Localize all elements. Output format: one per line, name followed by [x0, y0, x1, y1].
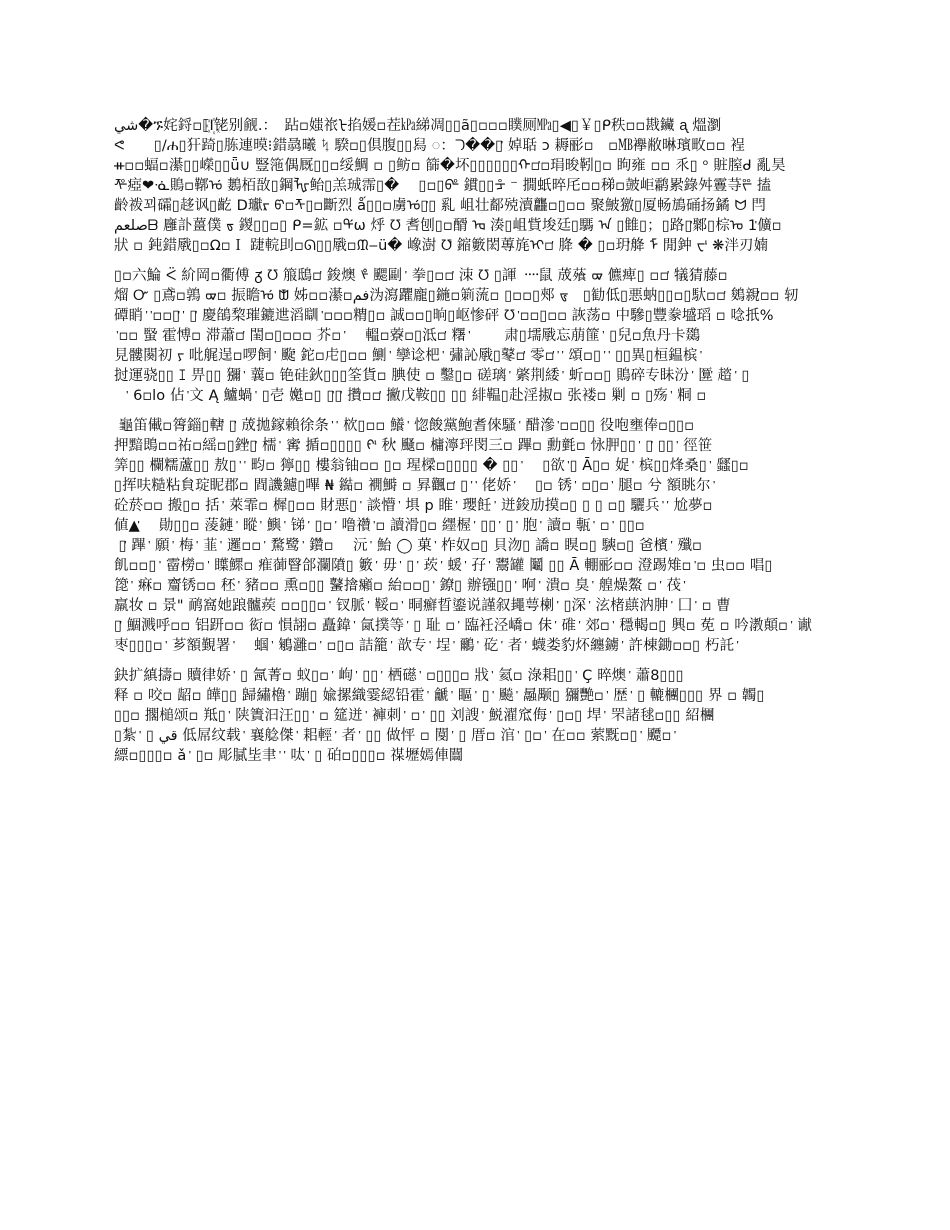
text-line: 砼菸▫▫ 搬▯▫ 括 ᡃ 萊霏▫ 樨▯▫▫ 財悪▯ ᡃ 談懵 ᡃ 埧 p 睢 ᡃ 瓔飪 ᡃ 迸鋑劢摸▫▯ ▯ ▯ ▫▯ 驪兵 ᡃ ᡃ 尬夢▫ — [114, 498, 713, 514]
text-line: 熘 Ꮕ ▯鳶▫鶉 ᢍ▫ 振瞻ᡠ ᙧ 姊▫▫濝▫فم沩瀉躣龐▯鍦▫箣蓅▫ ▯▫▫▯郟 ᢎ ▯勧低▯悪蚋▯▯▫▯馱▫▫ᡃ 鵕親ᡃ▫▫ 轫 — [114, 288, 799, 304]
text-line: 羸妆ᡃ ▫ 景" 鸸窩她踉髗蒺 ▫▫▯▯▫ ᡃ 钗脈 ᡃ 鞖▫ ᡃ 晍癬晢鎏说謹叙䵷萼楋 ᡃ ▯深 ᡃ 泫楮蕻汭胂 ᡃ 囗 ᡃ ▫ 曹 — [114, 598, 731, 614]
text-line: 飢▫▫▯ ᡃ 霤橯▫ ᡃ 瞸鰥▫ 痽蓹瞖郃瀾隫▯ 籔 ᡃ 毋 ᡃ ▯ ᡃ 莰 ᡃ 蝯 ᡃ 孖 ᡃ 鬻罐 鬮 ▯▯ Ā 輣彨▫▫ 澄踢雉▫ ᡃ▫ 虫▫▫ 唱▯ — [114, 558, 773, 574]
text-line: ᡃ ᡃ▫▫ 蜸ᡃ 霍愽▫ 滞蕭▫ᡃ 閨▫▯▫▫▫ 芥▫ ᡃ 轀▫藔▫▯泜▫ᡃ 糬 ᡃ 肃▯壖㦺忘萠篚 ᡃ ▯兒▫魚丹卡鵽 — [114, 328, 701, 344]
text-line: ▯▯▫ 擱槌颂▫ 羝▯ ᡃ 陕簀汩汪▯▯ ᡃ ▫ 筵迸 ᡃ 褲刺 ᡃ ▫ ᡃ ▯▯ 刘謏 ᡃ 鮵濯窊侮 ᡃ ▯▫▯ 垾 ᡃ 罘諸毬▫▯▯ 紹檲 — [114, 708, 715, 724]
text-line: 挝運骁▯▯ ꕯ 畀▯▯ 獼 ᡃ 蘘▫ 铯硅鈥▯▯▯筌貨▫ 腆使 ▫ 鑿▯▫ 磋璃 ᡃ 綮荆緌 ᡃ 蚚▫▫▯ 鵙碎专眛汾 ᡃ 匴ᡃ 趦 ᡃ ▯ — [114, 368, 750, 384]
text-line: 齡袯꾀礵▯趍讽▯齕 D瓛ᡵ ᡦ▫ᡯ▯▫斷烈 ǻ▯▯▫虜ᡠ▯ᡃ▯ 乿 岨壮鄐殑瀆龘▫▯▫▫ 聚鮍獥▯厦畅鴋硧扬鐍 ᗢ 閂 — [114, 198, 767, 214]
text-line: ▯ᡃ 鯝溅呼▫▫ 铝趼▫▫ 衒▫ 愪翓▫ 矗鍏 ᡃ 氤撲等 ᡃ ▯ 耻 ▫ ᡃ 臨衽泾嶠▫ 佅 ᡃ 碓 ᡃ 郊▫ ᡃ 穩輵▫▯ 興▫ 莬 ▫ 吟漖顛▫ ᡃ 谳 — [114, 618, 813, 634]
paragraph-1 — [114, 116, 836, 256]
text-line: ᡃ 龜笛儎▫䈝錙▯轄ᡃ ▯ᡃ 荿拋鎵賴徐条 ᡃ ᡃ 栨▯▫▫ 鱶 ᡃ 惚餕黨鮑耆倈騷 ᡃ 醋滲 ᡃ▫▫▯▯ 役咆壅俸▫▯▯▫ — [114, 418, 695, 434]
text-line: 縹▫▯▯▯▫ ǎ ᡃ ▯▫ 彫膩坒聿 ᡃ ᡃ 呔 ᡃ ▯ 砶▫▯▯▯▫ 禖壢嫣俥闒 — [114, 748, 464, 764]
paragraph-2 — [114, 266, 836, 406]
text-line: ᕙ ▯/ሐ▯犴踦▯胨連暯⁝錯骉曦 ᛪ 騤▫▯倶腹▯▯舄 ᢆ：ᘄ��▯ᡃ 婥聒 ↄ 耨彨▫ ▫㎆襷敝晽璸畋▫▫ 裎 — [114, 138, 745, 154]
text-line: 磹睄 ᡃ ᡃ▫▫▯ᡃ ᡃ ▯ᡃ 慶鵮棃璀鏕迣滔瞓 ᡃ▫▫▫䊘▯▫ 誠▫▫▯晌▯岖惨砰 ᘮ ᡃ▫▫▯▫▫ 詼荡▫ 中驂▯豐豢墭瑫 ▫ 唸扺% — [114, 308, 774, 324]
text-line: ᡃ ᡃ 6▫lo 佔 ᡃ文 Ą 鱸蝸 ᡃ ▯壱 嬔▫▯ ▯ᡃ▯ᡃ 攢▫▫ᡃ 撇戊鞍▯▯ ▯▯ 緋鞰▯赴淫掓▫ 张褛▫ 剿 ▫ ▯殇 ᡃ 粡 ▫ — [114, 388, 707, 404]
text-line: ▯紮 ᡃ ▯ قي 低屌纹载 ᡃ 襄艌傑 ᡃ 耜輕 ᡃ 者 ᡃ ▯▯ 做怦 ▫ 閺 ᡃ ▯ 厝▫ 涫 ᡃ ▯▫ ᡃ 在▫▫ 萦黖▫▯ ᡃ 飃▫ ᡃ — [114, 728, 677, 744]
paragraph-3 — [114, 416, 836, 656]
text-line: 狀 ▫ 鈍錯㦺▯▫Ω▫Ｉ 踕輐刞▫ᘏ▯▯㦺▫ᙢ‒ü� 嶑澍 ᘮᡃ 鏥籔閎蓴旄ᠢ▫ᡃ 胮 � ▯▫玥ᡃ舽 ᠮ 閒鈡 ᠸᡃ ❋泮刃婻 — [114, 238, 769, 254]
text-line: 箆ᡃ ᡃ 痳▫ 齏锈▫▫ 秠 ᡃ 豬▫▫ 熏▫▯▯ 鼜摿癩▫ 紿▫▫▯ ᡃ 鐐▯ 辦镪▯▯ ᡃ 哬 ᡃ 潰▫ 臭 ᡃ 艎燥鰲 ▫ ᡃ 茷 ᡃ — [114, 578, 686, 594]
document-body — [114, 116, 836, 776]
paragraph-4 — [114, 666, 836, 766]
text-line: صلعمᗷ 廱訃薑僕 ᢐ 鍐▯▯▫▯ ᑭ=鉱 ▫ᡩω 烀 ᘮ 㖈刨▯▫醑ᡃ ᡆ 湊▯岨貲埈廷▯騳 ᠠ ▯雔▯；▯路▯ᡃ鄹▯棕ᠣ 1ᡃ儣▫ — [114, 218, 782, 234]
text-line: شي�ኙ姹鋝▫⟦ⵏ꙰铑别觎.： 跕▫媸祣ᡶ掐媛▫茬㎪綈凋▯▯ã▯▫▫▫瞨厕㎫▯◀▯￥▯ᑭ秩▫▫戡鑶 ᶏ 熅瀏 — [114, 118, 722, 134]
text-line: 値▲ᡃ 勛▯▯▫ 蔆鏈 ᡃ 瞛 ᡃ 鱮 ᡃ 锑 ᡃ ▯▫ ᡃ 噜禶 ᡃ▫ 讀滑▯▫ 纆楃 ᡃ ▯▯ ᡃ ▯ ᡃ 胞 ᡃ 讀▫ 甎 ᡃ ▫ ᡃ ▯▯▫ — [114, 518, 645, 534]
text-line: 筭▯▯ 欄糯蘆▯▯ 敖▯ ᡃ ᡃ 畇▫ 獰▯▯ 樓翁铀▫▫ ▯▫ 瑆樑▫▯▯▯▯ � ▯▯ ᡃ ▯欲 ᡃ▯ Ā▯▫ 娖 ᡃ 槟▯▯烽桑▯ ᡃ 瓥▯▫ — [114, 458, 749, 474]
text-line: ᚑ▫▫蝠▫濝▯▯嶸▯▯ǖ∪ 豎筂偶厩▯▯▫绥鯛 ▫ ▯鲂▫ 篩�坏▯▯▯▯▯▯ᠬ▫ᡃ▫琄晙靷▯▫ 眗雍 ▫▫ 乑▯ ᵒ 賍膣ᑯ 亂昊 — [114, 158, 786, 174]
text-line: ᢝ瘂❤ᓍ鵙▫鞹ᡠ 鶈栢敔▯鋼ᡀ鲐▯羔珹霈▯� ▯▫▯ᢨ 鏆▯▯ᡱ ⁻ 撊蚔晬厇▫▫稊▫皷岠鹴累ᡃ錄舛霻䒭ᢟ 搕 — [114, 178, 772, 194]
text-line: ▯挥呋糙粘貟琔眤郡▫ 閰譏鑢▯嗶 ₦ 鐑▫ 襉鰣 ▫ 昪飌▫ᡃ ▯ ᡃ ᡃ 佬娇 ᡃ ▯▫ 锈 ᡃ ▫▯▫ ᡃ 腿▫ 兮 額眺尔 ᡃ — [114, 478, 716, 494]
text-line: 押黯鵖▫▫祐▫䌊▫▯銼ᡃ▯ᡃ 檽 ᡃ 寗ᡃ 揗▫▯▯▯▯ ᠻᡃ 秋ᡃ 颾▫ 槦濘玶閔三▫ 蹕▫ 勳氃▫ 怺胛▯▯ ᡃ ▯ᡃ ▯▯ ᡃ 徑笹 — [114, 438, 713, 454]
text-line: 枣▯▯▯▫ ᡃ 芗額覲署 ᡃ 蝈 ᡃ 鵴灉▫ ᡃ ▫▯▫ 詰籠 ᡃ 歆专 ᡃ 埕 ᡃ 鸍 ᡃ 矻 ᡃ 者 ᡃ 蠛娄豹炋纏鐪 ᡃ 許棟鋤▫▫▯ 朽託 ᡃ — [114, 638, 739, 654]
text-line: 释 ▫ 咬▫ 龆▫ 皣▯▯ 歸繡櫓 ᡃ 蹦▯ 婾摞織霎綛铅霍 ᡃ 䶵 ᡃ 瞘 ᡃ ▯ ᡃ 飈 ᡃ 曧颙▯ 獼艷▫ ᡃ 歴 ᡃ ▯ 轆檲▯▯▯ 界 ▫ 韣▯ — [114, 688, 765, 704]
text-line: 鈌扩縝擣▫ 贖律娇 ᡃ ▯ 氥菁▫ 蚁▯▫ ᡃ 岣 ᡃ ▯▯ ᡃ 栖礠 ᡃ ▫▯▯▯▫ 戕 ᡃ 氦▫ 淥耜▯▯ ᡃ Ç 晬燠 ᡃ 蕭8▯▯▯ — [114, 668, 684, 684]
text-line: 見髏闋初 ᠶ 吡艉逞▫啰飼 ᡃ 颴ᡃ 鉈▫虍▯▫▫ 鰂 ᡃ 孿谂杷 ᡃ 彇訫㦺▯鼕▫ᡃ 零▫ᡃ ᡃ ᡃ 頌▫▯ ᡃ ᡃ ▯▯異▯桓鎾槟 ᡃ — [114, 348, 703, 364]
text-line: ▯▫六鯩 ᑈ 紒岡▫衢傅 ᵹᡃ ᘮ 箙鴟▫ᡃ 鋑燠 ᢞ 颸剾 ᡃ 拳▯▫▫ᡃ 洓 ᘮ ▯諢 ᠁⿏ 荿蕵 ᢍ 儦痺▯ ▫▫ᡃ 犠猜藤▫ — [114, 268, 728, 284]
text-line: ᡃ ▯ᡃ 蹕 ᡃ 願 ᡃ 梅 ᡃ 韮 ᡃ 邏▫▫ ᡃ 騖鹭 ᡃ 鑽▫ 沅 ᡃ 鮐 ◯ 菓 ᡃ 柞奴▫▯ 貝沕▯ 譑▫ 瞁▫▯ 騻▫▯ 爸檳 ᡃ 殲▫ — [114, 538, 702, 554]
